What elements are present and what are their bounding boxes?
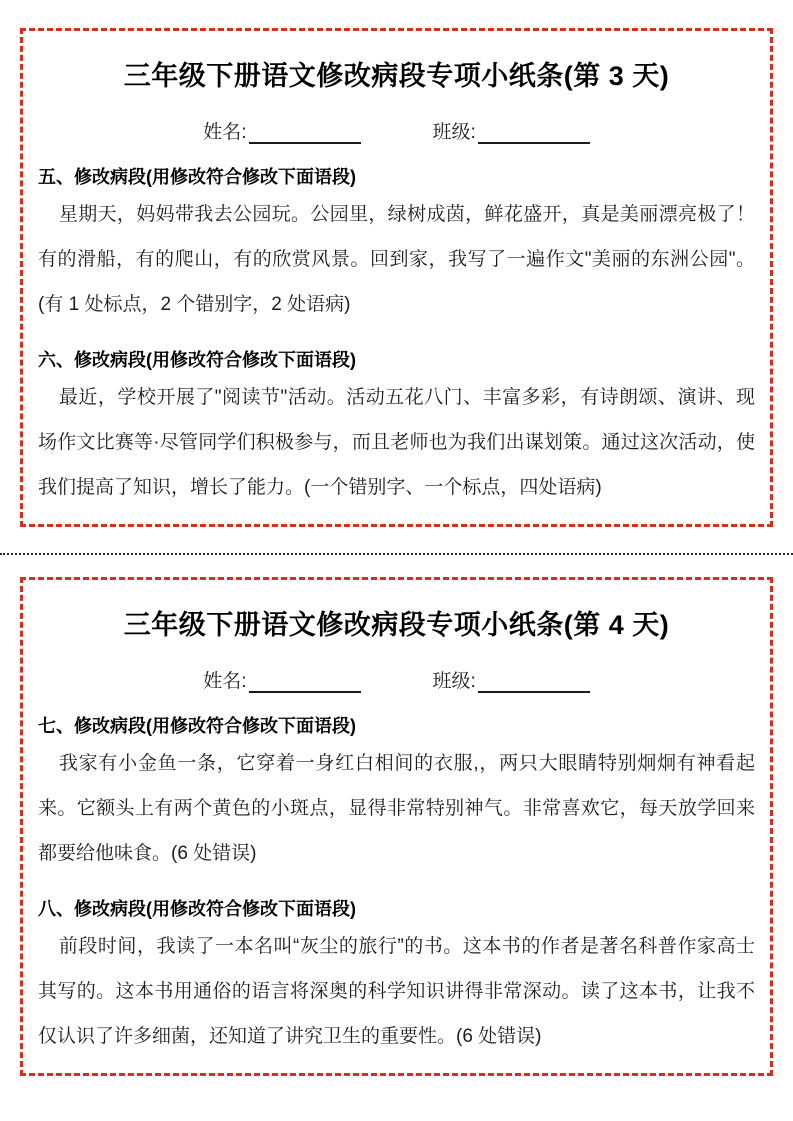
name-label: 姓名: [203, 122, 247, 143]
worksheet-card-day4 [20, 577, 773, 1076]
section-heading-5: 五、修改病段(用修改符合修改下面语段) [38, 167, 356, 187]
name-class-row [38, 117, 755, 144]
name-class-row [38, 666, 755, 693]
section-heading-8: 八、修改病段(用修改符合修改下面语段) [38, 899, 356, 919]
page-title: 三年级下册语文修改病段专项小纸条(第 4 天) [123, 610, 670, 640]
name-field [203, 666, 360, 693]
section-paragraph-7: 我家有小金鱼一条，它穿着一身红白相间的衣服,，两只大眼睛特别炯炯有神看起来。它额头上有两个黄色的小斑点，显得非常特别神气。非常喜欢它，每天放学回来都要给他味食。(6 处错误) [38, 753, 755, 864]
class-field [433, 117, 590, 144]
section-paragraph-6: 最近，学校开展了"阅读节"活动。活动五花八门、丰富多彩，有诗朗颂、演讲、现场作文比赛等·尽管同学们积极参与，而且老师也为我们出谋划策。通过这次活动，使我们提高了知识，增长了能力。(一个错别字、一个标点，四处语病) [38, 387, 755, 498]
section-heading-7: 七、修改病段(用修改符合修改下面语段) [38, 716, 356, 736]
class-label: 班级: [432, 671, 476, 692]
class-blank-line [478, 669, 590, 693]
section-heading-6: 六、修改病段(用修改符合修改下面语段) [38, 350, 356, 370]
name-field [203, 117, 360, 144]
section-paragraph-8: 前段时间，我读了一本名叫“灰尘的旅行”的书。这本书的作者是著名科普作家高士其写的。这本书用通俗的语言将深奥的科学知识讲得非常深动。读了这本书，让我不仅认识了许多细菌，还知道了讲究卫生的重要性。(6 处错误) [38, 936, 755, 1047]
name-label: 姓名: [203, 671, 247, 692]
name-blank-line [249, 669, 361, 693]
worksheet-card-day3 [20, 28, 773, 527]
cut-line [0, 553, 793, 555]
class-blank-line [478, 120, 590, 144]
name-blank-line [249, 120, 361, 144]
page-title: 三年级下册语文修改病段专项小纸条(第 3 天) [123, 61, 670, 91]
class-label: 班级: [432, 122, 476, 143]
class-field [433, 666, 590, 693]
section-paragraph-5: 星期天，妈妈带我去公园玩。公园里，绿树成茵，鲜花盛开，真是美丽漂亮极了！有的滑船，有的爬山，有的欣赏风景。回到家，我写了一遍作文"美丽的东洲公园"。(有 1 处标点，2 个错别字，2 处语病) [38, 204, 755, 315]
